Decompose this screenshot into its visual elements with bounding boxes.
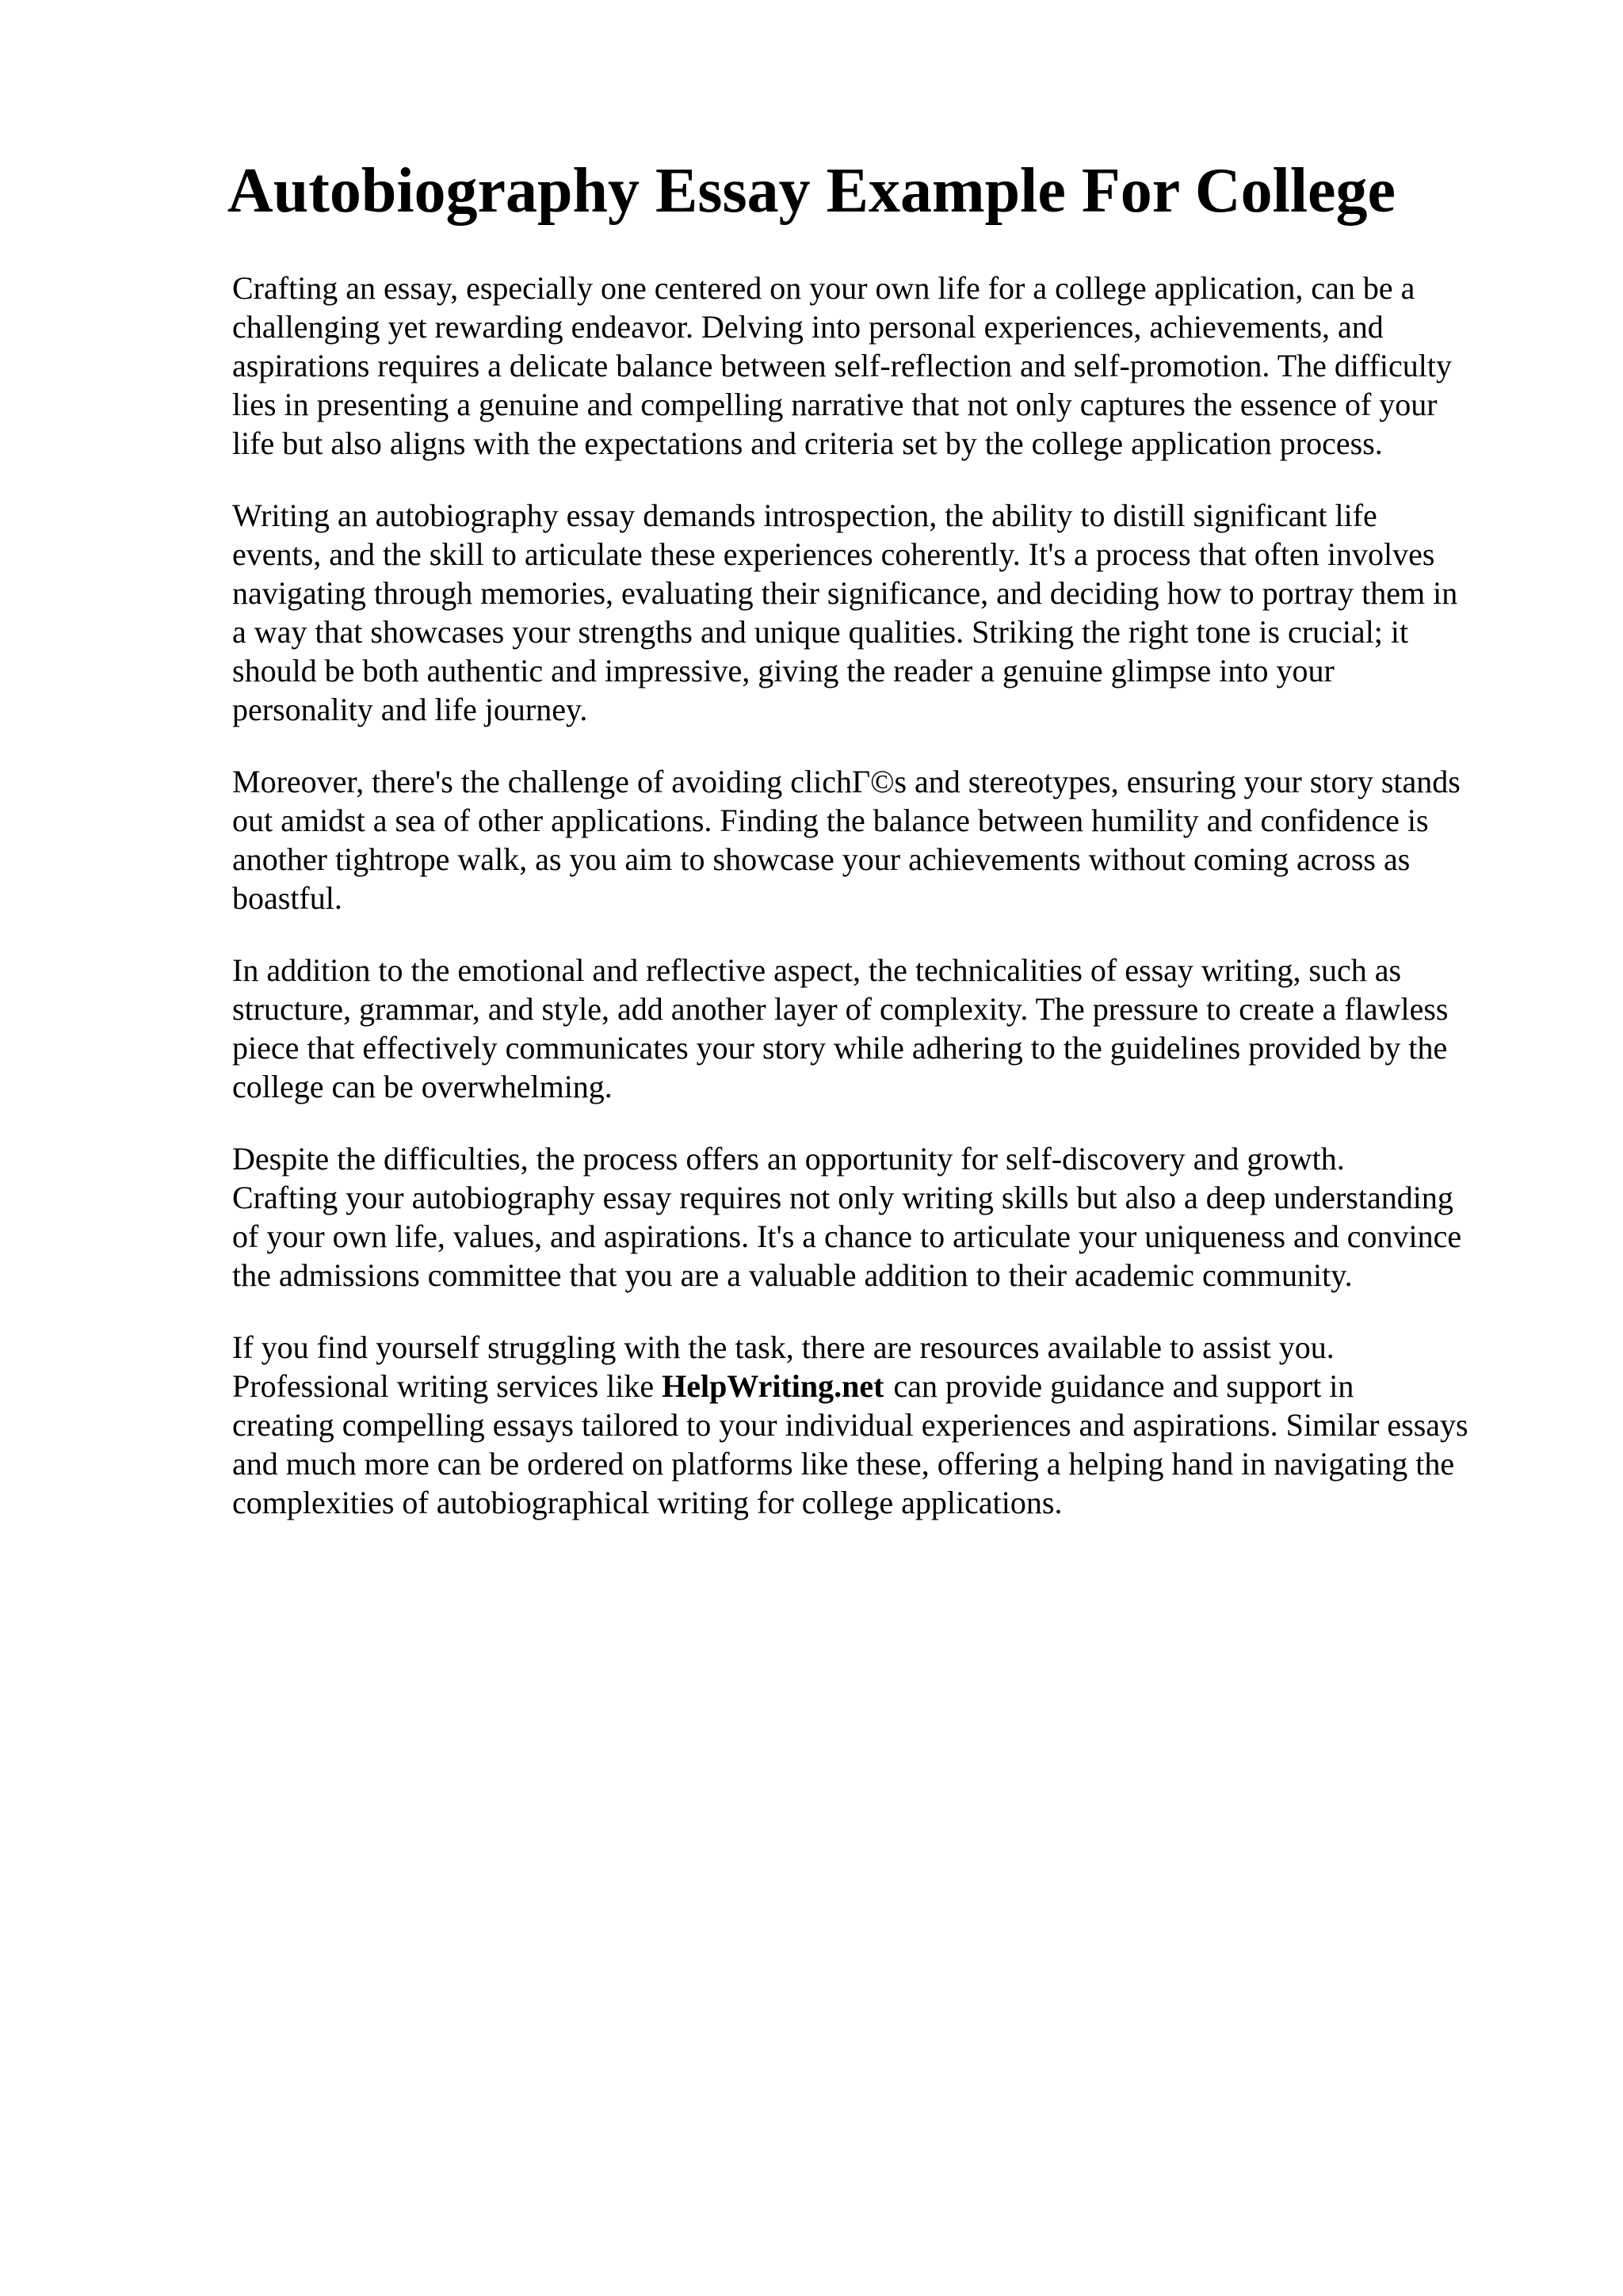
text-line: and much more can be ordered on platforms like these, offering a helping hand in navigating the [232, 1446, 1455, 1482]
text-line: lies in presenting a genuine and compelling narrative that not only captures the essence of your [232, 387, 1438, 422]
text-line: out amidst a sea of other applications. Finding the balance between humility and confidence is [232, 803, 1429, 838]
text-line: Writing an autobiography essay demands introspection, the ability to distill significant life [232, 498, 1377, 533]
text-segment: can provide guidance and support in [893, 1368, 1354, 1404]
text-segment: Professional writing services like [232, 1368, 663, 1404]
text-line: navigating through memories, evaluating their significance, and deciding how to portray them in [232, 575, 1458, 611]
document-title: Autobiography Essay Example For College [227, 156, 1396, 226]
text-line: the admissions committee that you are a valuable addition to their academic community. [232, 1257, 1353, 1293]
text-line: personality and life journey. [232, 692, 588, 727]
text-line: life but also aligns with the expectations and criteria set by the college application process. [232, 425, 1383, 461]
text-line: Despite the difficulties, the process offers an opportunity for self-discovery and growth. [232, 1141, 1345, 1177]
text-line: Crafting an essay, especially one centered on your own life for a college application, can be a [232, 270, 1415, 306]
paragraph-4 [232, 951, 1540, 1106]
text-line: challenging yet rewarding endeavor. Delving into personal experiences, achievements, and [232, 309, 1384, 345]
text-line: Crafting your autobiography essay requires not only writing skills but also a deep understanding [232, 1180, 1453, 1215]
paragraph-2 [232, 496, 1540, 729]
paragraph-6 [232, 1328, 1540, 1522]
text-line: piece that effectively communicates your story while adhering to the guidelines provided by the [232, 1030, 1448, 1066]
text-line: If you find yourself struggling with the task, there are resources available to assist you. [232, 1329, 1335, 1365]
text-line: of your own life, values, and aspirations. It's a chance to articulate your uniqueness and convince [232, 1219, 1462, 1254]
text-line: events, and the skill to articulate these experiences coherently. It's a process that often involves [232, 536, 1435, 572]
text-line: complexities of autobiographical writing for college applications. [232, 1485, 1063, 1520]
paragraph-1 [232, 269, 1540, 463]
text-line: boastful. [232, 880, 342, 916]
text-line [232, 1367, 1540, 1405]
paragraph-5 [232, 1139, 1540, 1295]
text-line: structure, grammar, and style, add another layer of complexity. The pressure to create a flawless [232, 991, 1449, 1027]
text-line: Moreover, there's the challenge of avoiding clichΓ©s and stereotypes, ensuring your story stands [232, 764, 1461, 799]
text-line: aspirations requires a delicate balance between self-reflection and self-promotion. The difficulty [232, 348, 1453, 383]
text-line: a way that showcases your strengths and unique qualities. Striking the right tone is crucial; it [232, 614, 1409, 650]
text-line: should be both authentic and impressive, giving the reader a genuine glimpse into your [232, 653, 1335, 688]
text-line: college can be overwhelming. [232, 1069, 613, 1104]
helpwriting-link[interactable]: HelpWriting.net [662, 1368, 884, 1404]
text-line: creating compelling essays tailored to your individual experiences and aspirations. Similar essays [232, 1407, 1468, 1443]
text-line: In addition to the emotional and reflective aspect, the technicalities of essay writing, such as [232, 952, 1402, 988]
document-body [232, 269, 1540, 1555]
text-line: another tightrope walk, as you aim to showcase your achievements without coming across as [232, 841, 1411, 877]
paragraph-3 [232, 762, 1540, 917]
